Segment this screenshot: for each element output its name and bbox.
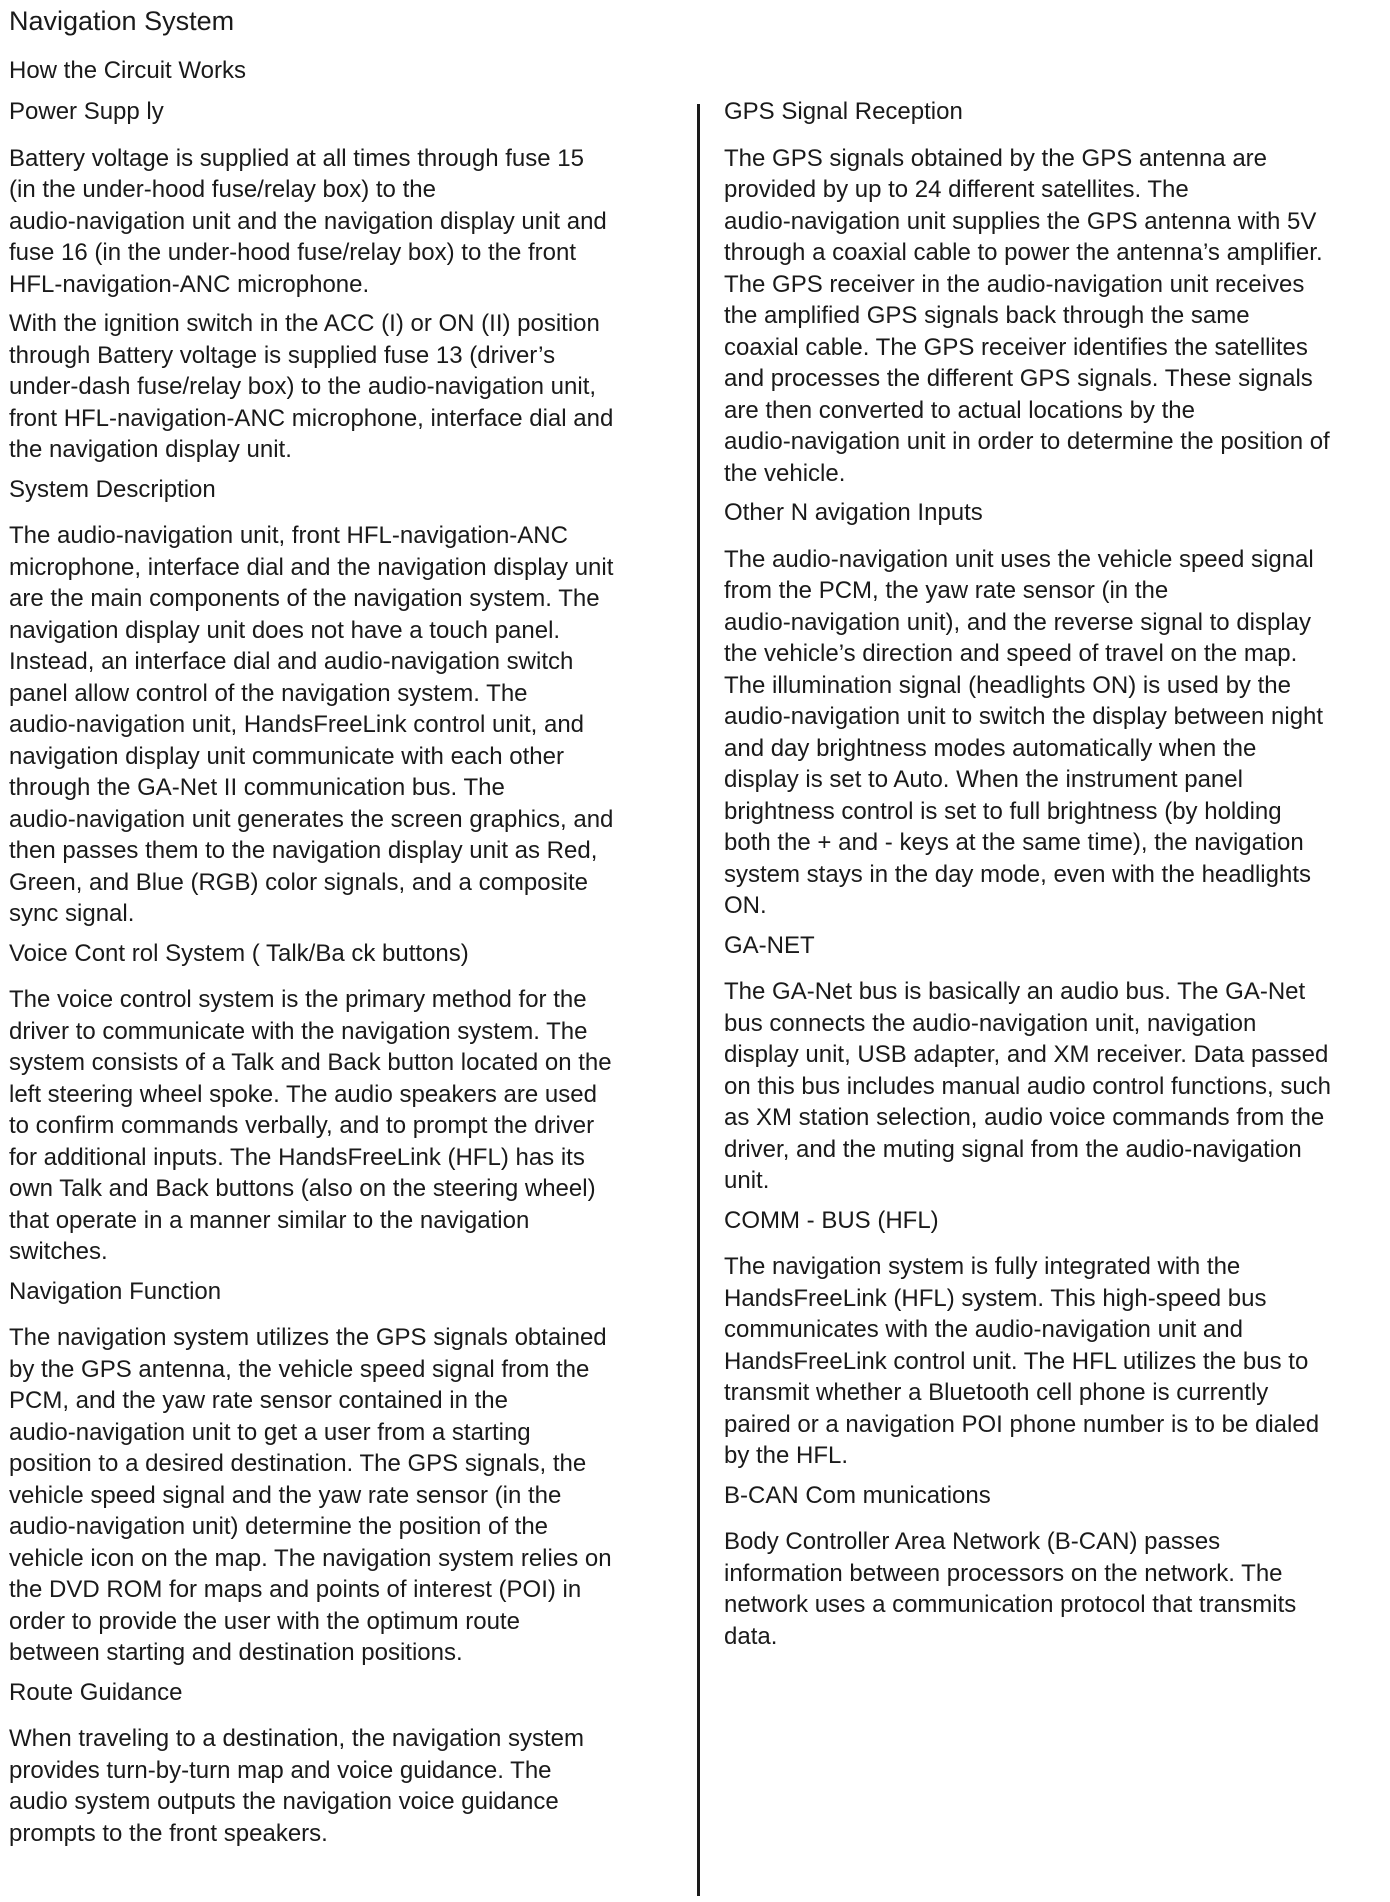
section-gps-signal-reception	[724, 96, 1388, 489]
section-heading: COMM - BUS (HFL)	[724, 1206, 939, 1234]
section-heading: Voice Cont rol System ( Talk/Ba ck buttons)	[9, 939, 469, 967]
page-title: Navigation System	[9, 6, 235, 36]
section-route-guidance	[9, 1677, 679, 1850]
section-system-description	[9, 474, 679, 930]
right-column	[724, 96, 1388, 1660]
page-subtitle: How the Circuit Works	[9, 57, 246, 84]
section-paragraph: The GA-Net bus is basically an audio bus. The GA-Net bus connects the audio-navigation unit, navigation display unit, USB adapter, and XM receiver. Data passed on this bus includes manual audio control functions, such as XM station selection, audio voice commands from the driver, and the muting signal from the audio-navigation unit.	[724, 978, 1332, 1194]
section-paragraph: The navigation system is fully integrated with the HandsFreeLink (HFL) system. This high-speed bus communicates with the audio-navigation unit and HandsFreeLink control unit. The HFL utilizes the bus to transmit whether a Bluetooth cell phone is currently paired or a navigation POI phone number is to be dialed by the HFL.	[724, 1253, 1320, 1469]
section-paragraph: With the ignition switch in the ACC (I) or ON (II) position through Battery voltage is supplied fuse 13 (driver’s under-dash fuse/relay box) to the audio-navigation unit, front HFL-navigation-ANC microphone, interface dial and the navigation display unit.	[9, 310, 614, 463]
column-divider	[697, 104, 700, 1896]
section-voice-control-system	[9, 938, 679, 1268]
section-paragraph: The GPS signals obtained by the GPS antenna are provided by up to 24 different satellites. The audio-navigation unit supplies the GPS antenna with 5V through a coaxial cable to power the antenna’s amplifier. The GPS receiver in the audio-navigation unit receives the amplified GPS signals back through the same coaxial cable. The GPS receiver identifies the satellites and processes the different GPS signals. These signals are then converted to actual locations by the audio-navigation unit in order to determine the position of the vehicle.	[724, 144, 1330, 487]
section-heading: Power Supp ly	[9, 98, 164, 125]
section-paragraph: The voice control system is the primary method for the driver to communicate with the navigation system. The system consists of a Talk and Back button located on the left steering wheel spoke. The audio speakers are used to confirm commands verbally, and to prompt the driver for additional inputs. The HandsFreeLink (HFL) has its own Talk and Back buttons (also on the steering wheel) that operate in a manner similar to the navigation switches.	[9, 986, 612, 1265]
left-column	[9, 96, 679, 1857]
section-b-can-communications	[724, 1480, 1388, 1653]
section-navigation-function	[9, 1276, 679, 1669]
section-paragraph: The audio-navigation unit uses the vehicle speed signal from the PCM, the yaw rate sensor (in the audio-navigation unit), and the reverse signal to display the vehicle’s direction and speed of travel on the map. The illumination signal (headlights ON) is used by the audio-navigation unit to switch the display between night and day brightness modes automatically when the display is set to Auto. When the instrument panel brightness control is set to full brightness (by holding both the + and - keys at the same time), the navigation system stays in the day mode, even with the headlights ON.	[724, 545, 1324, 919]
section-paragraph: Body Controller Area Network (B-CAN) passes information between processors on the network. The network uses a communication protocol that transmits data.	[724, 1528, 1297, 1650]
section-heading: GPS Signal Reception	[724, 98, 963, 125]
section-paragraph: The audio-navigation unit, front HFL-navigation-ANC microphone, interface dial and the navigation display unit are the main components of the navigation system. The navigation display unit does not have a touch panel. Instead, an interface dial and audio-navigation switch panel allow control of the navigation system. The audio-navigation unit, HandsFreeLink control unit, and navigation display unit communicate with each other through the GA-Net II communication bus. The audio-navigation unit generates the screen graphics, and then passes them to the navigation display unit as Red, Green, and Blue (RGB) color signals, and a composite sync signal.	[9, 522, 614, 927]
section-paragraph: When traveling to a destination, the navigation system provides turn-by-turn map and voice guidance. The audio system outputs the navigation voice guidance prompts to the front speakers.	[9, 1725, 584, 1847]
section-heading: Other N avigation Inputs	[724, 499, 983, 526]
section-heading: B-CAN Com munications	[724, 1481, 991, 1509]
section-heading: GA-NET	[724, 931, 815, 959]
section-other-navigation-inputs	[724, 497, 1388, 922]
section-ga-net	[724, 930, 1388, 1197]
section-heading: Navigation Function	[9, 1277, 222, 1305]
section-paragraph: Battery voltage is supplied at all times through fuse 15 (in the under-hood fuse/relay box) to the audio-navigation unit and the navigation display unit and fuse 16 (in the under-hood fuse/relay box) to the front HFL-navigation-ANC microphone.	[9, 144, 607, 298]
section-heading: Route Guidance	[9, 1678, 183, 1706]
section-paragraph: The navigation system utilizes the GPS signals obtained by the GPS antenna, the vehicle speed signal from the PCM, and the yaw rate sensor contained in the audio-navigation unit to get a user from a starting position to a desired destination. The GPS signals, the vehicle speed signal and the yaw rate sensor (in the audio-navigation unit) determine the position of the vehicle icon on the map. The navigation system relies on the DVD ROM for maps and points of interest (POI) in order to provide the user with the optimum route between starting and destination positions.	[9, 1324, 612, 1666]
section-comm-bus-hfl	[724, 1205, 1388, 1472]
section-power-supply	[9, 96, 679, 466]
section-heading: System Description	[9, 475, 216, 503]
